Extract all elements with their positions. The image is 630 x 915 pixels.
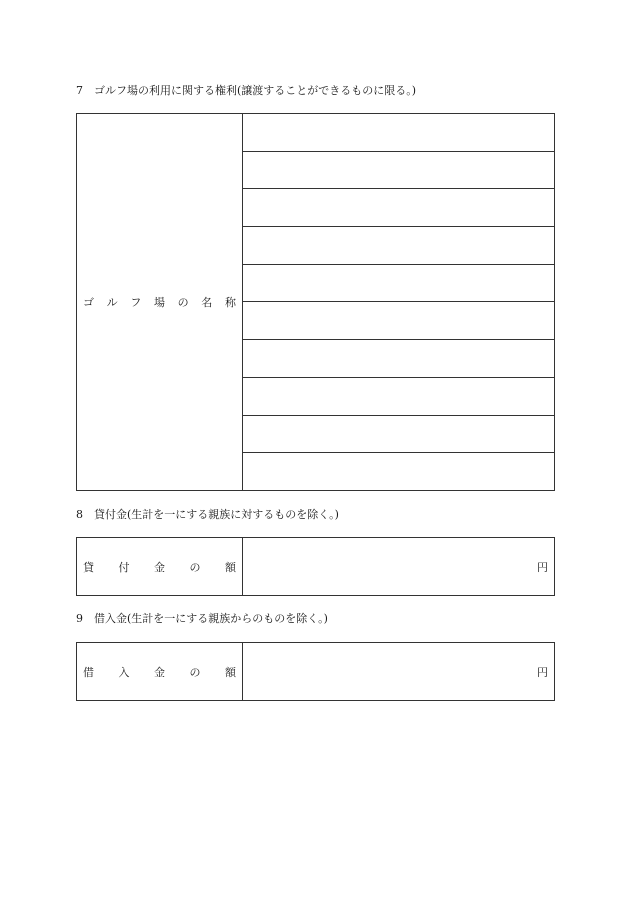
borrowing-amount-row xyxy=(77,643,555,701)
label-char: 金 xyxy=(154,665,165,679)
section7-number: 7 xyxy=(76,84,83,97)
golf-course-row xyxy=(77,114,555,152)
label-char: 借 xyxy=(83,665,94,679)
borrowing-amount-unit: 円 xyxy=(537,665,548,679)
section8-title: 貸付金(生計を一にする親族に対するものを除く。) xyxy=(94,508,339,521)
label-char: 場 xyxy=(153,295,165,309)
section8-number: 8 xyxy=(76,508,83,521)
label-char: 金 xyxy=(154,560,165,574)
loan-amount-table xyxy=(76,537,555,596)
golf-course-name-field[interactable] xyxy=(243,151,555,189)
section9-heading xyxy=(76,612,328,626)
loan-amount-unit: 円 xyxy=(537,560,548,574)
golf-course-name-field[interactable] xyxy=(243,227,555,265)
label-char: ゴ xyxy=(83,295,94,309)
loan-amount-label xyxy=(77,538,243,596)
golf-course-name-field[interactable] xyxy=(243,340,555,378)
label-char: 称 xyxy=(224,295,236,309)
borrowing-amount-table xyxy=(76,642,555,701)
label-char: 額 xyxy=(225,560,236,574)
borrowing-amount-label xyxy=(77,643,243,701)
label-char: 額 xyxy=(225,665,236,679)
label-char: フ xyxy=(130,295,142,309)
golf-course-name-field[interactable] xyxy=(243,415,555,453)
golf-course-name-field[interactable] xyxy=(243,302,555,340)
loan-amount-row xyxy=(77,538,555,596)
label-char: 付 xyxy=(118,560,130,574)
loan-amount-field[interactable] xyxy=(243,538,555,596)
section7-heading xyxy=(76,84,416,98)
label-char: 貸 xyxy=(83,560,94,574)
label-char: ル xyxy=(106,295,118,309)
label-char: の xyxy=(189,560,201,574)
golf-course-name-label xyxy=(77,114,243,491)
section8-heading xyxy=(76,508,339,522)
golf-course-name-field[interactable] xyxy=(243,264,555,302)
golf-course-name-field[interactable] xyxy=(243,377,555,415)
borrowing-amount-field[interactable] xyxy=(243,643,555,701)
golf-course-name-field[interactable] xyxy=(243,453,555,491)
golf-course-name-field[interactable] xyxy=(243,189,555,227)
section9-title: 借入金(生計を一にする親族からのものを除く。) xyxy=(94,612,328,625)
golf-course-table xyxy=(76,113,555,491)
label-char: の xyxy=(189,665,201,679)
label-char: の xyxy=(177,295,189,309)
section7-title: ゴルフ場の利用に関する権利(譲渡することができるものに限る。) xyxy=(94,84,417,97)
label-char: 名 xyxy=(201,295,213,309)
golf-course-name-field[interactable] xyxy=(243,114,555,152)
section9-number: 9 xyxy=(76,612,83,625)
label-char: 入 xyxy=(118,665,130,679)
